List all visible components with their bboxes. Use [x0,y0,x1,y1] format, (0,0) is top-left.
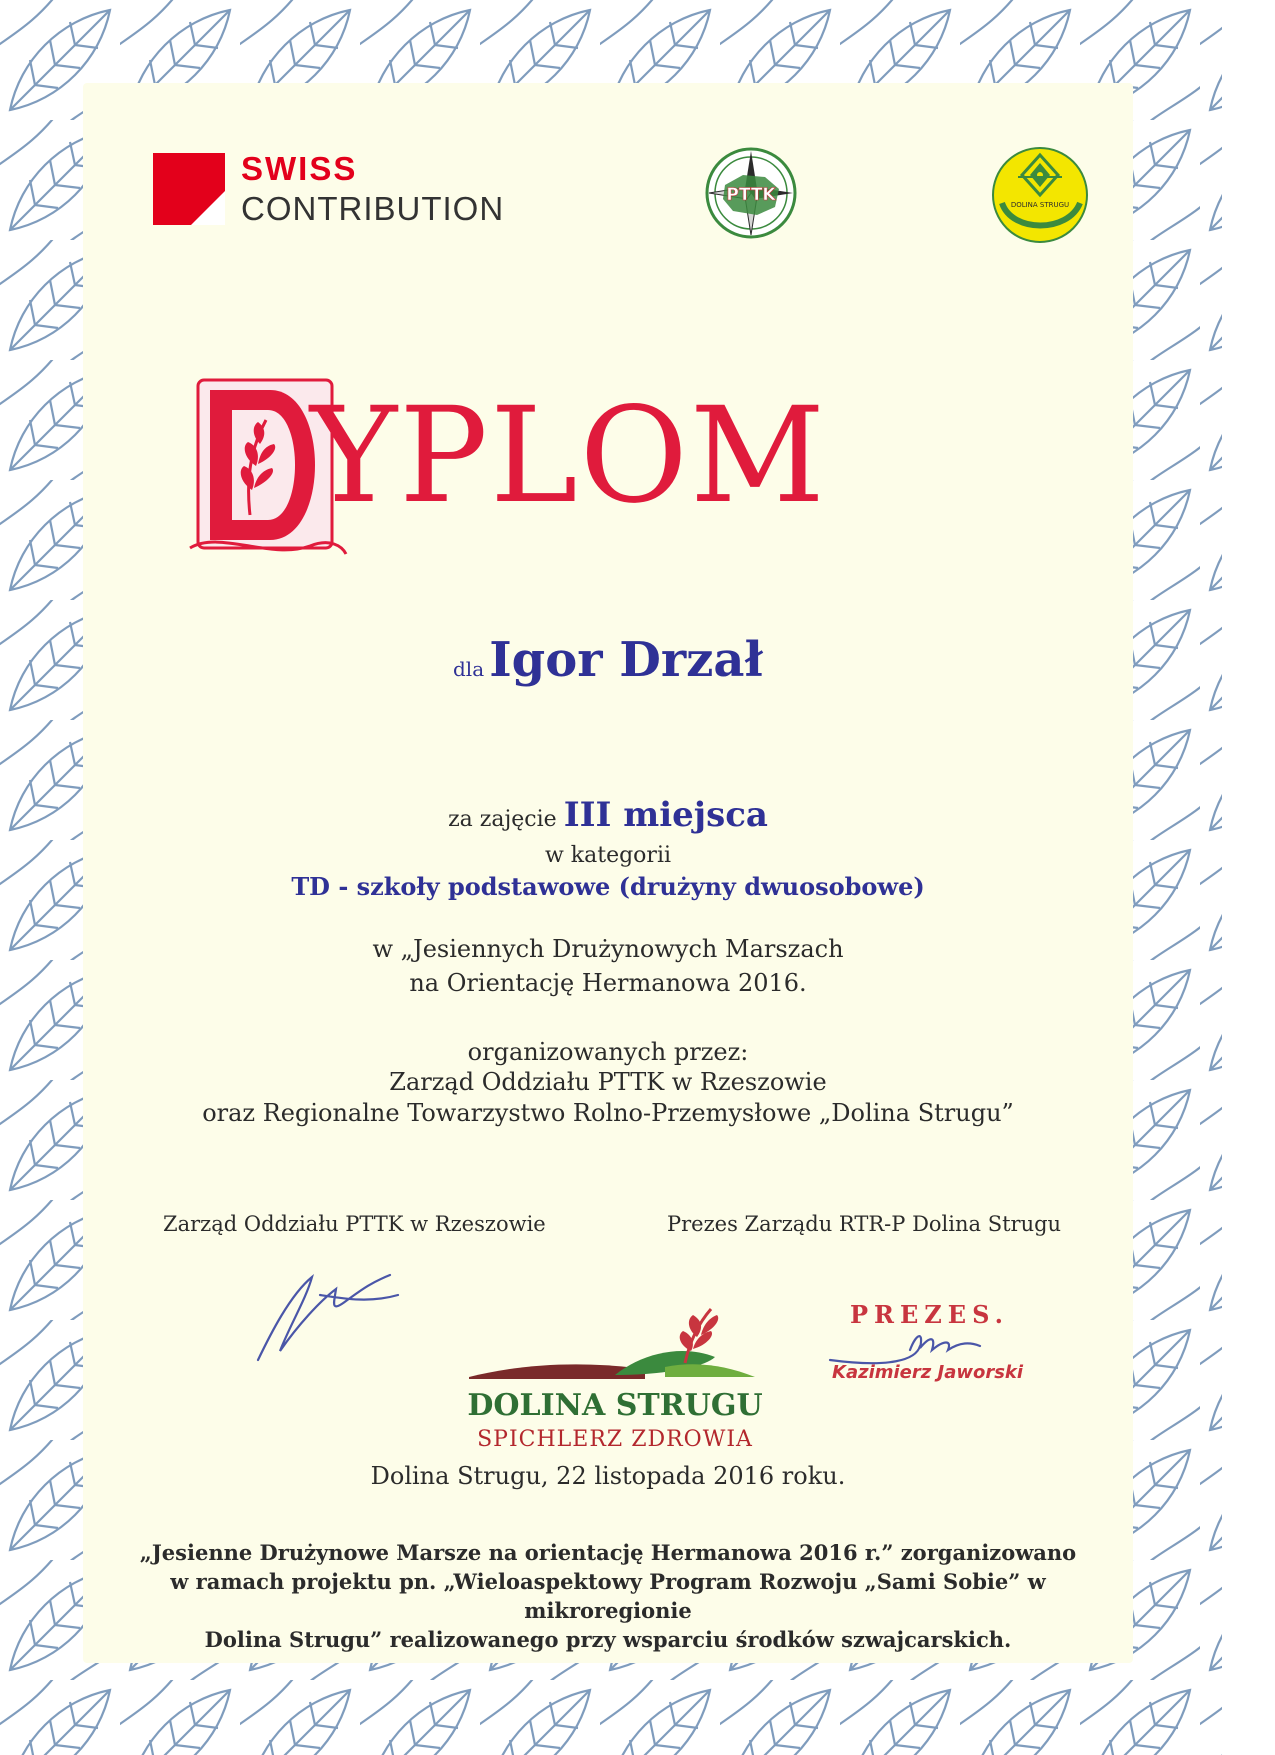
recipient-line [83,632,1133,688]
recipient-prefix: dla [453,657,485,681]
event-line-1: w „Jesiennych Drużynowych Marszach [372,935,844,963]
award-category-prefix: w kategorii [544,843,672,868]
award-place: III miejsca [563,795,768,835]
footer-note [83,1538,1133,1654]
award-place-line [83,795,1133,835]
swiss-square-icon [153,153,225,225]
dolina-badge-text: DOLINA STRUGU [1010,201,1070,209]
pttk-compass-icon [703,145,799,241]
pttk-logo-text: PTTK [726,185,776,205]
footer-line-2: w ramach projektu pn. „Wieloaspektowy Program Rozwoju „Sami Sobie” w mikroregionie [170,1569,1046,1623]
footer-line-1: „Jesienne Drużynowe Marsze na orientację Hermanowa 2016 r.” zorganizowano [139,1540,1077,1565]
signature-label-right: Prezes Zarządu RTR-P Dolina Strugu [667,1212,1062,1236]
organizer-1: Zarząd Oddziału PTTK w Rzeszowie [389,1068,827,1096]
signature-label-left: Zarząd Oddziału PTTK w Rzeszowie [163,1212,546,1236]
event-line-2: na Orientację Hermanowa 2016. [409,969,807,997]
swiss-logo-line2: CONTRIBUTION [241,190,505,227]
award-place-prefix: za zajęcie [448,807,557,832]
date-line: Dolina Strugu, 22 listopada 2016 roku. [370,1462,846,1490]
hills-wheat-icon [465,1305,765,1385]
stamp-name: Kazimierz Jaworski [832,1362,1024,1383]
left-signature [250,1255,410,1365]
president-stamp [820,1300,1035,1390]
title-text-rest: YPLOM [310,379,827,533]
recipient-name: Igor Drzał [489,632,763,688]
organizer-2: oraz Regionalne Towarzystwo Rolno-Przemysłowe „Dolina Strugu” [202,1099,1014,1127]
diploma-title [180,370,1040,570]
swiss-contribution-logo [153,150,505,230]
organizers-label: organizowanych przez: [467,1038,749,1066]
dolina-strugu-logo [465,1305,765,1455]
swiss-logo-line1: SWISS [241,150,358,187]
dolina-logo-name: DOLINA STRUGU [467,1388,763,1423]
stamp-title: PREZES. [850,1300,1009,1329]
footer-line-3: Dolina Strugu” realizowanego przy wsparciu środków szwajcarskich. [204,1627,1012,1652]
dolina-badge-icon [988,145,1093,245]
dolina-logo-subtitle: SPICHLERZ ZDROWIA [477,1427,753,1452]
award-category: TD - szkoły podstawowe (drużyny dwuosobowe) [291,872,925,901]
